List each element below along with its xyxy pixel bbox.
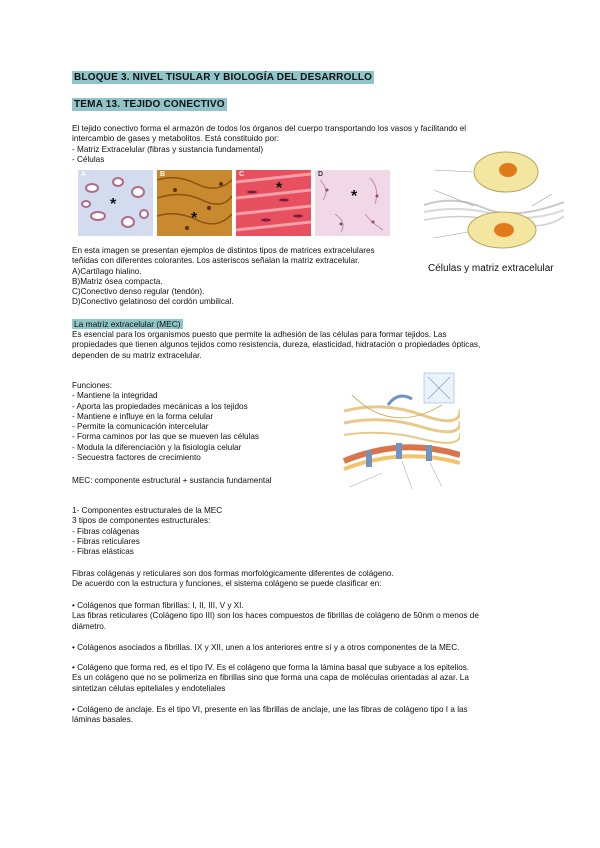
- text-line: De acuerdo con la estructura y funciones, el sistema colágeno se puede clasificar en:: [72, 579, 382, 589]
- list-item: - Fibras colágenas: [72, 526, 140, 536]
- text-line: A)Cartílago hialino.: [72, 266, 142, 276]
- text-line: B)Matriz ósea compacta.: [72, 276, 163, 286]
- asterisk-marker: *: [191, 210, 198, 227]
- asterisk-marker: *: [351, 188, 358, 205]
- panel-label: B: [160, 171, 166, 178]
- asterisk-marker: *: [110, 196, 117, 213]
- text-line: - Matriz Extracelular (fibras y sustancia fundamental): [72, 144, 264, 154]
- text-line: • Colágenos que forman fibrillas: I, II, III, V y XI.: [72, 601, 244, 610]
- panel-label: D: [318, 171, 324, 178]
- components-list: [72, 506, 222, 557]
- text-line: En esta imagen se presentan ejemplos de distintos tipos de matrices extracelulares: [72, 246, 375, 255]
- cells-caption: Células y matriz extracelular: [428, 263, 554, 274]
- collagen-intro: [72, 569, 394, 590]
- intro-paragraph: [72, 124, 466, 165]
- text-line: teñidas con diferentes colorantes. Los asteriscos señalan la matriz extracelular.: [72, 256, 360, 266]
- image-description: [72, 246, 375, 308]
- text-line: El tejido conectivo forma el armazón de todos los órganos del cuerpo transportando los vasos y facilitando el: [72, 124, 467, 133]
- collagen-anchoring: [72, 705, 468, 726]
- micrograph-a: [78, 170, 153, 236]
- list-item: - Aporta las propiedades mecánicas a los tejidos: [72, 401, 248, 411]
- micrograph-c: [236, 170, 311, 236]
- panel-label: A: [81, 171, 87, 178]
- topic-title: TEMA 13. TEJIDO CONECTIVO: [74, 99, 225, 110]
- collagen-fibrillar: [72, 601, 479, 632]
- micrograph-b: [157, 170, 232, 236]
- mec-heading: La matriz extracelular (MEC): [74, 319, 181, 329]
- list-item: - Forma caminos por las que se mueven las células: [72, 432, 260, 442]
- text-line: Las fibras reticulares (Colágeno tipo III) son los haces compuestos de fibrillas de colágeno de 50nm o menos de: [72, 611, 479, 621]
- text-line: • Colágeno de anclaje. Es el tipo VI, presente en las fibrillas de anclaje, une las fibras de colágeno tipo I a las: [72, 705, 468, 714]
- cells-illustration: [424, 150, 564, 250]
- text-line: 3 tipos de componentes estructurales:: [72, 516, 211, 526]
- functions-list: [72, 381, 259, 463]
- micrograph-d: [315, 170, 390, 236]
- extracellular-matrix-diagram: [342, 365, 460, 500]
- mec-paragraph: [72, 330, 480, 361]
- text-line: dependen de su matriz extracelular.: [72, 350, 202, 360]
- text-line: 1- Componentes estructurales de la MEC: [72, 506, 223, 515]
- list-item: - Fibras reticulares: [72, 536, 140, 546]
- text-line: intercambio de gases y metabolitos. Está constituido por:: [72, 134, 280, 144]
- text-line: • Colágenos asociados a fibrillas. IX y XII, unen a los anteriores entre sí y a otros componentes de la MEC.: [72, 643, 460, 652]
- list-item: - Secuestra factores de crecimiento: [72, 453, 201, 463]
- block-title: BLOQUE 3. NIVEL TISULAR Y BIOLOGÍA DEL DESARROLLO: [74, 72, 373, 83]
- text-line: Es esencial para los organismos puesto que permite la adhesión de las células para formar tejidos. Las: [72, 330, 447, 339]
- collagen-network: [72, 663, 469, 694]
- panel-label: C: [239, 171, 245, 178]
- text-line: sintetizan células epiteliales y endoteliales: [72, 683, 226, 693]
- text-line: • Colágeno que forma red, es el tipo IV. Es el colágeno que forma la lámina basal que subyace a los epitelios.: [72, 663, 470, 672]
- collagen-associated: [72, 643, 459, 653]
- text-line: Fibras colágenas y reticulares son dos formas morfológicamente diferentes de colágeno.: [72, 569, 394, 578]
- list-item: - Permite la comunicación intercelular: [72, 422, 209, 432]
- list-item: - Fibras elásticas: [72, 547, 134, 557]
- text-line: C)Conectivo denso regular (tendón).: [72, 287, 205, 297]
- text-line: D)Conectivo gelatinoso del cordón umbilical.: [72, 297, 234, 307]
- mec-summary: MEC: componente estructural + sustancia fundamental: [72, 476, 272, 485]
- cells-matrix-drawing: [424, 150, 564, 250]
- text-line: láminas basales.: [72, 715, 133, 725]
- text-line: - Células: [72, 154, 105, 164]
- list-item: - Mantiene e influye en la forma celular: [72, 411, 214, 421]
- tendon-image: [236, 170, 311, 236]
- mec-diagram: [342, 365, 460, 500]
- text-line: diámetro.: [72, 621, 107, 631]
- asterisk-marker: *: [276, 180, 283, 197]
- functions-heading: Funciones:: [72, 381, 113, 390]
- list-item: - Mantiene la integridad: [72, 391, 158, 401]
- text-line: propiedades que tienen algunos tejidos como resistencia, dureza, elasticidad, hidratación o propiedades ópticas,: [72, 340, 481, 350]
- text-line: Es un colágeno que no se polimeriza en fibrillas sino que forma una capa de moléculas orientadas al azar. La: [72, 673, 469, 683]
- list-item: - Modula la diferenciación y la fisiología celular: [72, 442, 242, 452]
